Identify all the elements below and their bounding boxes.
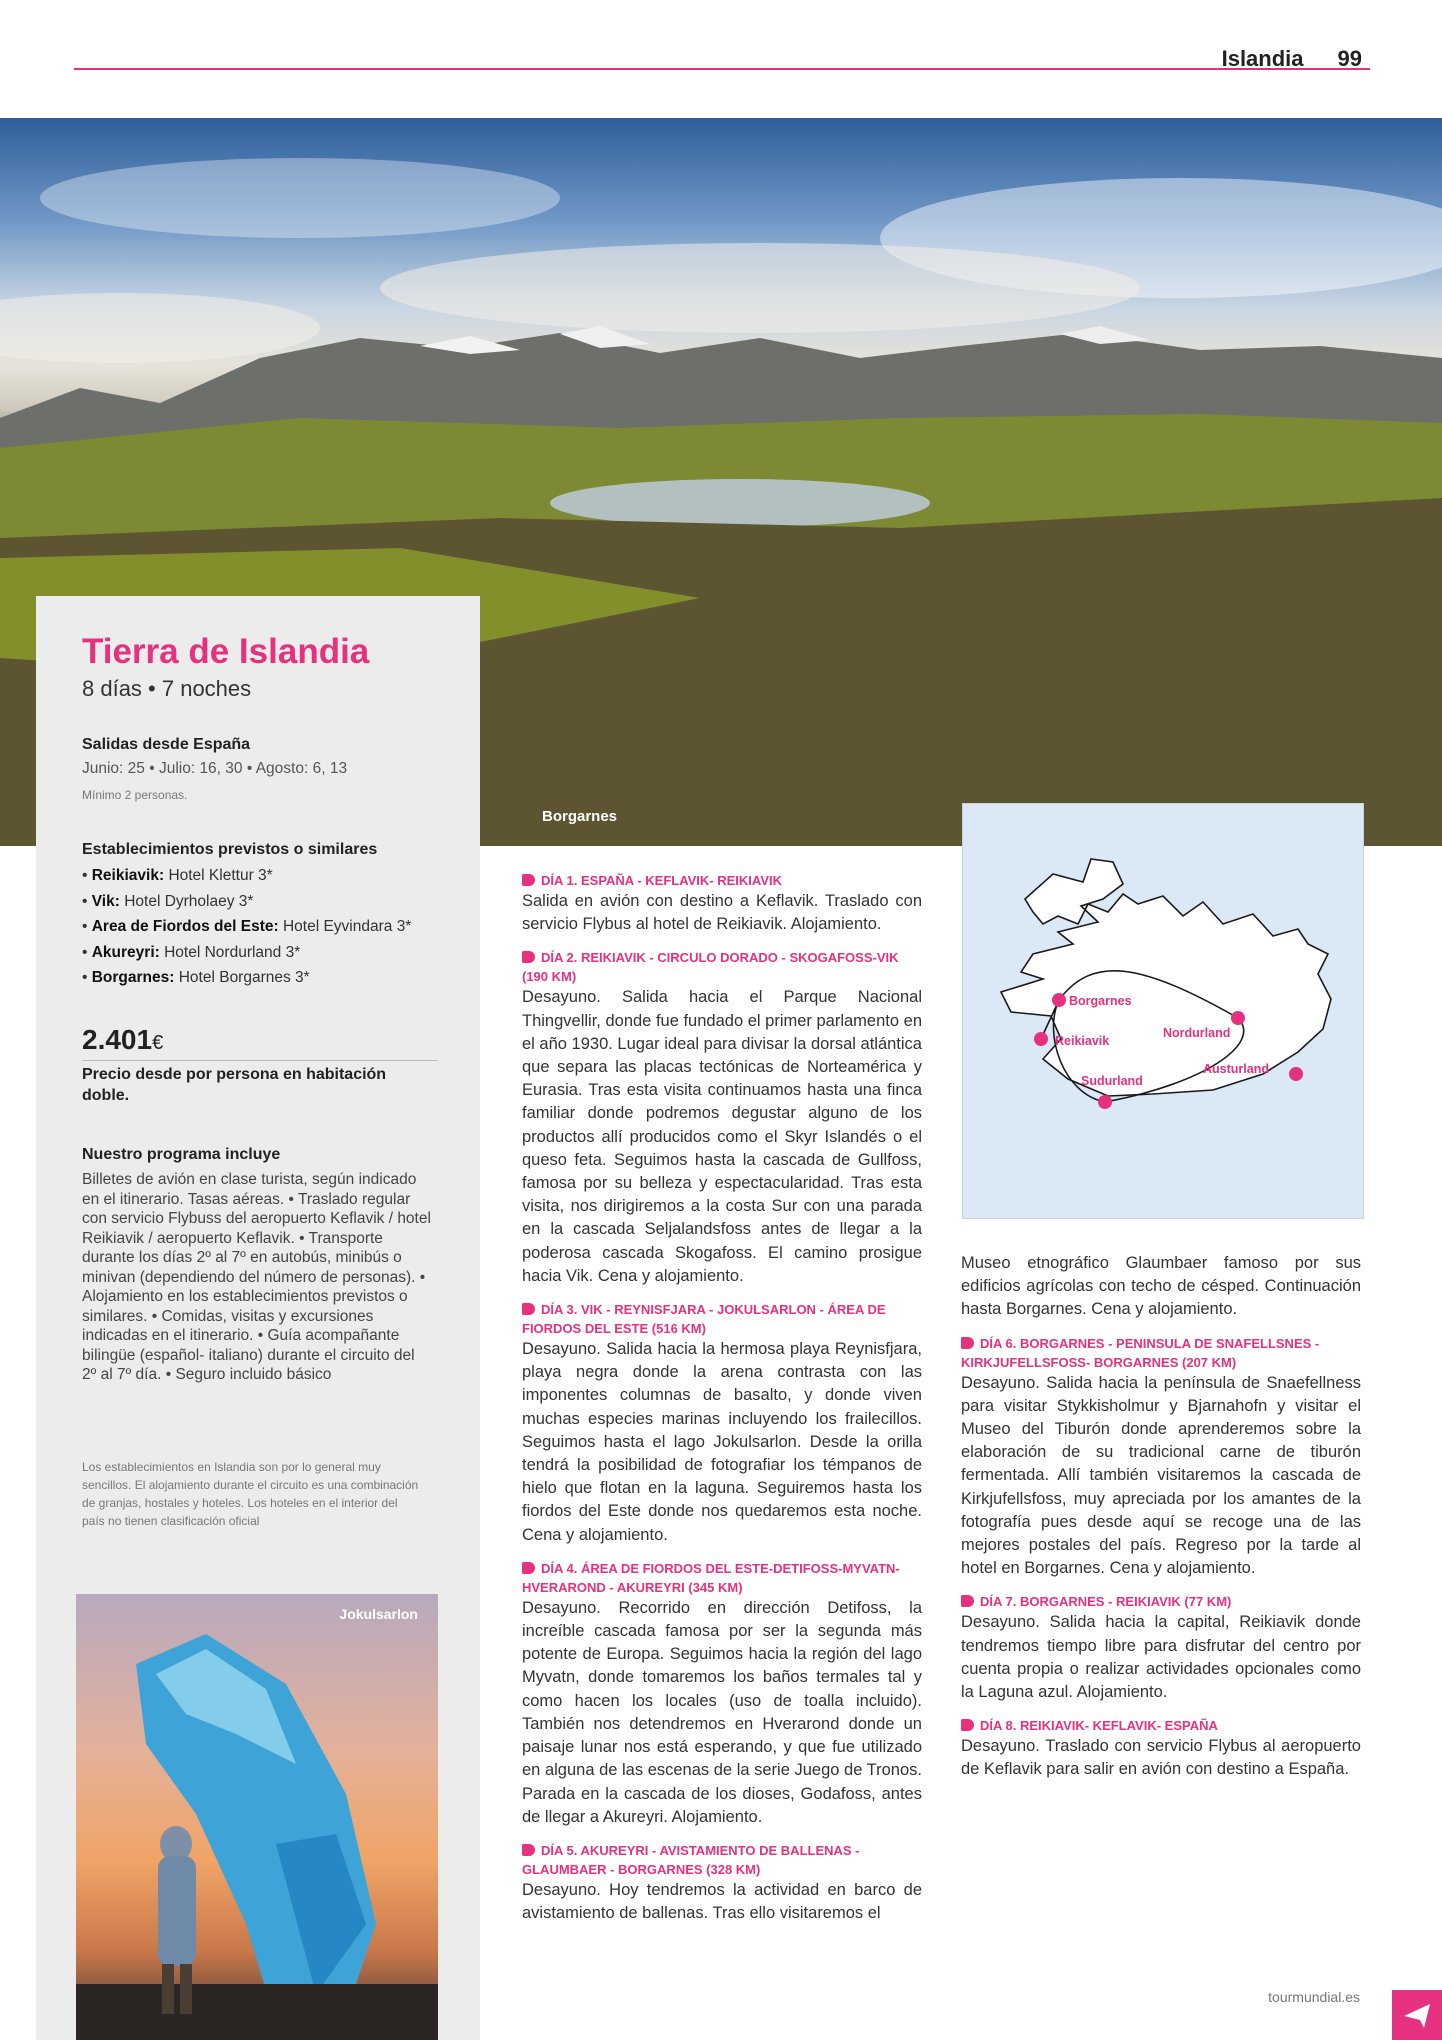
hotels-label: Establecimientos previstos o similares bbox=[82, 841, 378, 858]
price-description: Precio desde por persona en habitación doble. bbox=[82, 1066, 387, 1104]
day-heading: DÍA 6. BORGARNES - PENINSULA DE SNAFELLSNES - KIRKJUFELLSFOSS- BORGARNES (207 KM) bbox=[961, 1335, 1320, 1370]
hotel-name: Hotel Eyvindara 3* bbox=[282, 918, 412, 935]
trip-duration: 8 días • 7 noches bbox=[82, 676, 252, 701]
list-item: • Akureyri: Hotel Nordurland 3* bbox=[82, 943, 301, 961]
arrow-marker-icon bbox=[522, 951, 535, 963]
arrow-marker-icon bbox=[522, 874, 535, 886]
itinerary-column-1 bbox=[522, 871, 922, 1925]
map-label-nordurland: Nordurland bbox=[1163, 1026, 1231, 1040]
hotel-name: Hotel Klettur 3* bbox=[168, 867, 273, 884]
day-heading: DÍA 2. REIKIAVIK - CIRCULO DORADO - SKOGAFOSS-VIK (190 KM) bbox=[522, 950, 899, 985]
arrow-marker-icon bbox=[522, 1562, 535, 1574]
hotel-place: Borgarnes: bbox=[91, 969, 175, 986]
photo-caption: Jokulsarlon bbox=[339, 1606, 418, 1622]
day-text: Desayuno. Salida hacia la hermosa playa Reynisfjara, playa negra donde la arena contrasta con las imponentes columnas de basalto, y donde viven muchas especies marinas incluyendo los frailecillos. Seguimos hasta el lago Jokulsarlon. Desde la orilla tendrá la posibilidad de fotografiar los témpanos de hielo que flotan en la laguna. Seguiremos hasta los fiordos del Este donde nos quedaremos esta noche. Cena y alojamiento. bbox=[522, 1340, 922, 1544]
day-text: Desayuno. Salida hacia la península de Snaefellness para visitar Stykkisholmur y Bjarnahofn y visitar el Museo del Tiburón donde aprenderemos sobre la elaboración de su tradicional carne de tiburón fermentada. Allí también visitaremos la cascada de Kirkjufellsfoss, muy apreciada por los amantes de la fotografía pues desde aquí se recoge una de las mejores postales del país. Regreso por la tarde al hotel en Borgarnes. Cena y alojamiento. bbox=[961, 1373, 1361, 1578]
itinerary-day bbox=[961, 1716, 1361, 1781]
price bbox=[82, 1024, 163, 1056]
page-number: 99 bbox=[1337, 46, 1362, 71]
hotel-place: Vik: bbox=[91, 892, 120, 910]
arrow-marker-icon bbox=[961, 1337, 974, 1349]
departures-dates: Junio: 25 • Julio: 16, 30 • Agosto: 6, 13 bbox=[82, 760, 348, 777]
day-text: Museo etnográfico Glaumbaer famoso por sus edificios agrícolas con techo de césped. Continuación hasta Borgarnes. Cena y alojamiento. bbox=[961, 1254, 1361, 1319]
hotel-name: Hotel Dyrholaey 3* bbox=[124, 892, 254, 910]
hotel-place: Reikiavik: bbox=[91, 867, 165, 884]
hotel-name: Hotel Borgarnes 3* bbox=[178, 969, 310, 986]
back-arrow-button[interactable] bbox=[1392, 1990, 1442, 2040]
arrow-marker-icon bbox=[961, 1719, 974, 1731]
minimum-note: Mínimo 2 personas. bbox=[82, 788, 188, 802]
map-label-reikiavik: Reikiavik bbox=[1055, 1034, 1110, 1048]
header-rule bbox=[74, 68, 1370, 70]
arrow-marker-icon bbox=[522, 1303, 535, 1315]
hotel-place: Area de Fiordos del Este: bbox=[91, 918, 279, 935]
route-map bbox=[962, 803, 1364, 1219]
arrow-marker-icon bbox=[522, 1844, 535, 1856]
map-label-borgarnes: Borgarnes bbox=[1069, 994, 1132, 1008]
program-text: Billetes de avión en clase turista, según indicado en el itinerario. Tasas aéreas. • Traslado regular con servicio Flybuss del aeropuerto Keflavik / hotel Reikiavik / aeropuerto Keflavik. • Transporte durante los días 2º al 7º en autobús, minibús o minivan (dependiendo del número de personas). • Alojamiento en los establecimientos previstos o similares. • Comidas, visitas y excursiones indicadas en el itinerario. • Guía acompañante bilingüe (español- italiano) durante el circuito del 2º al 7º día. • Seguro incluido básico bbox=[82, 1171, 431, 1383]
itinerary-day bbox=[961, 1334, 1361, 1581]
departures-label: Salidas desde España bbox=[82, 736, 251, 753]
day-text: Salida en avión con destino a Keflavik. Traslado con servicio Flybus al hotel de Reikiavik. Alojamiento. bbox=[522, 892, 922, 934]
iceland-map bbox=[963, 804, 1365, 1220]
map-label-austurland: Austurland bbox=[1203, 1062, 1269, 1076]
hotels-note: Los establecimientos en Islandia son por lo general muy sencillos. El alojamiento durante el circuito es una combinación de granjas, hostales y hoteles. Los hoteles en el interior del país no tienen clasificación oficial bbox=[82, 1460, 419, 1528]
day-text: Desayuno. Recorrido en dirección Detifoss, la increíble cascada famosa por ser la segunda más potente de Europa. Seguimos hacia la región del lago Myvatn, donde tomaremos los baños termales tal y como hacen los locales (uso de toalla incluido). También nos detendremos en Hverarond donde un paisaje lunar nos está esperando, y que fue utilizado en alguna de las escenas de la serie Juego de Tronos. Parada en la cascada de los dioses, Godafoss, antes de llegar a Akureyri. Alojamiento. bbox=[522, 1598, 922, 1826]
hotel-name: Hotel Nordurland 3* bbox=[164, 943, 301, 961]
hotel-place: Akureyri: bbox=[91, 943, 160, 961]
list-item: • Area de Fiordos del Este: Hotel Eyvindara 3* bbox=[82, 918, 412, 935]
day-text: Desayuno. Hoy tendremos la actividad en barco de avistamiento de ballenas. Tras ello visitaremos el bbox=[522, 1880, 922, 1923]
hotels-list bbox=[82, 863, 411, 991]
day-text: Desayuno. Salida hacia la capital, Reikiavik donde tendremos tiempo libre para disfrutar del centro por cuenta propia o realizar actividades opcionales como la Laguna azul. Alojamiento. bbox=[961, 1613, 1361, 1702]
jokulsarlon-photo bbox=[76, 1594, 438, 2040]
program-label: Nuestro programa incluye bbox=[82, 1146, 281, 1163]
list-item: • Vik: Hotel Dyrholaey 3* bbox=[82, 892, 254, 910]
list-item: • Borgarnes: Hotel Borgarnes 3* bbox=[82, 969, 310, 986]
day-heading: DÍA 8. REIKIAVIK- KEFLAVIK- ESPAÑA bbox=[961, 1716, 1361, 1735]
itinerary-day bbox=[522, 1300, 922, 1547]
list-item: • Reikiavik: Hotel Klettur 3* bbox=[82, 867, 273, 884]
footer-site: tourmundial.es bbox=[1268, 1989, 1360, 2005]
day-heading: DÍA 3. VIK - REYNISFJARA - JOKULSARLON - ÁREA DE FIORDOS DEL ESTE (516 KM) bbox=[522, 1302, 886, 1337]
section-title: Islandia bbox=[1221, 46, 1304, 71]
page-header bbox=[1222, 46, 1362, 72]
itinerary-day bbox=[522, 1559, 922, 1829]
map-label-sudurland: Sudurland bbox=[1081, 1074, 1143, 1088]
back-arrow-icon bbox=[1392, 1990, 1442, 2040]
itinerary-column-2 bbox=[961, 1252, 1361, 1782]
hero-caption: Borgarnes bbox=[542, 808, 618, 825]
price-value: 2.401 bbox=[82, 1024, 153, 1055]
iceberg-illustration bbox=[76, 1594, 438, 2040]
day-heading: DÍA 4. ÁREA DE FIORDOS DEL ESTE-DETIFOSS-MYVATN- HVERAROND - AKUREYRI (345 KM) bbox=[522, 1560, 900, 1595]
day-text: Desayuno. Salida hacia el Parque Nacional Thingvellir, donde fue fundado el primer parlamento en el año 1930. Lugar ideal para divisar la dorsal atlántica que separa las placas tectónicas de Norteamérica y Eurasia. Tras esta visita continuamos hasta una finca familiar donde podremos degustar alguno de los productos allí producidos como el Skyr Islandés o el queso feta. Seguimos hasta la cascada de Gullfoss, famosa por su belleza y espectacularidad. Tras esta visita, nos dirigiremos a la costa Sur con una parada en la cascada Seljalandsfoss antes de llegar a la poderosa cascada Skogafoss. El camino prosigue hacia Vik. Cena y alojamiento. bbox=[522, 988, 922, 1285]
itinerary-day bbox=[961, 1252, 1361, 1322]
itinerary-day bbox=[522, 871, 922, 936]
day-heading: DÍA 1. ESPAÑA - KEFLAVIK- REIKIAVIK bbox=[522, 871, 922, 890]
price-currency: € bbox=[152, 1032, 164, 1054]
price-divider bbox=[82, 1060, 438, 1061]
itinerary-day bbox=[522, 1841, 922, 1925]
day-text: Desayuno. Traslado con servicio Flybus al aeropuerto de Keflavik para salir en avión con destino a España. bbox=[961, 1737, 1361, 1779]
day-heading: DÍA 5. AKUREYRI - AVISTAMIENTO DE BALLENAS - GLAUMBAER - BORGARNES (328 KM) bbox=[522, 1842, 860, 1877]
itinerary-day bbox=[522, 948, 922, 1288]
itinerary-day bbox=[961, 1592, 1361, 1704]
arrow-marker-icon bbox=[961, 1595, 974, 1607]
day-heading: DÍA 7. BORGARNES - REIKIAVIK (77 KM) bbox=[961, 1592, 1361, 1611]
trip-title: Tierra de Islandia bbox=[82, 632, 370, 671]
